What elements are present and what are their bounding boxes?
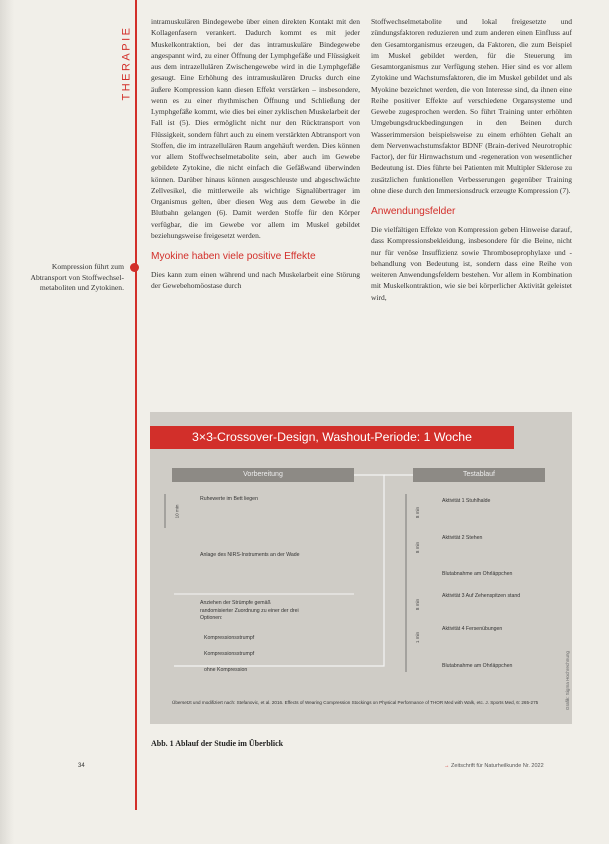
footer-arrow-icon: → [444,763,450,769]
figure-caption: Abb. 1 Ablauf der Studie im Überblick [151,739,284,748]
test-header: Testablauf [413,468,545,482]
margin-note: Kompression führt zum Abtransport von Stoffwechselmetaboliten und Zytokinen. [30,262,124,293]
blood-sample-1: Blutabnahme am Ohrläppchen [442,571,513,577]
nirs-step: Anlage des NIRS-Instruments an der Wade [200,552,300,558]
right-paragraph-1: Stoffwechselmetabolite und lokal freigesetzte und zündungsfaktoren reduzieren und zum anderen einen Einfluss auf den Gesamtorganismus erzeugen, da Faktoren, die zum Beispiel im Muskel gebildet werden, für die Steuerung im Gesamtorganismus zur Verfügung stehen. Hier sind es vor allem Zytokine und Wachstumsfaktoren, die im Muskel gebildet und als Myokine bezeichnet werden, die von Interesse sind, da ihnen eine Reihe positiver Effekte auf verschiedene Organsysteme und Gewebe zugesprochen werden. So führt Training unter erhöhten Umgebungsdruckbedingungen in den Beinen durch Wasserimmersion beispielsweise zu einem erhöhten Gehalt an dem Nervenwachstumsfaktor BDNF (Brain-derived Neurotrophic Factor), der für Hirnwachstum und -regeneration von wesentlicher Bedeutung ist. Dies führte bei Patienten mit Multipler Sklerose zu zusätzlichen funktionellen Verbesserungen gegenüber Training ohne diese durch den Immersionsdruck erzeugte Kompression (7). [371,17,572,195]
blood-sample-2: Blutabnahme am Ohrläppchen [442,663,513,669]
option-1: Kompressionsstrumpf [204,635,255,641]
activity-2: Aktivität 2 Stehen [442,535,483,541]
left-paragraph-1: intramuskulären Bindegewebe über einen direkten Kontakt mit den Kollagenfasern verankert. Dadurch kommt es mit jeder Muskelkontraktion, bei der das intramuskuläre Bindegewebe angespannt wird, zu einer Öffnung der Lymphgefäße und Flüssigkeit aus dem intrazellulären Zwischengewebe wird in die Lymphgefäße gesaugt. Eine Erhöhung des intramuskulären Drucks durch eine äußere Kompression kann diesen Effekt verstärken – insbesondere, wenn es zu einer rhythmischen Öffnung und Schließung der Lymphgefäße kommt, wie dies bei einer zyklischen Muskelarbeit der Fall ist (5). Dies ermöglicht nicht nur den Rücktransport von Flüssigkeit, sondern führt auch zu einem verstärkten Abtransport von Stoffen, die im intrazellulären Raum angehäuft werden. Dies können vor allem Stoffwechselmetabolite sein, aber auch im Gewebe gebildete Zytokine, die nicht einfach die Gefäßwand überwinden können. Darüber hinaus können ausgeschleuste und abgeschwächte Zellvesikel, die mittlerweile als wichtige Signalübertrager im Organismus gelten, über diesen Weg aus dem Gewebe in die Blutbahn gelangen (6). Damit werden Stoffe für den Körper verfügbar, die im Gewebe vor allem im Muskel gebildet beziehungsweise freigesetzt werden. [151,17,360,240]
figure-title: 3×3-Crossover-Design, Washout-Periode: 1 Woche [150,426,514,449]
rest-step: Ruhewerte im Bett liegen [200,496,258,502]
activity-1-duration: 8 min [415,506,421,518]
footer-issue: Nr. 2022 [522,763,544,769]
activity-3-duration: 8 min [415,598,421,610]
activity-4: Aktivität 4 Fersenübungen [442,626,503,632]
assignment-step: Anziehen der Strümpfe gemäß randomisierter Zuordnung zu einer der drei Optionen: [200,600,299,621]
activity-2-duration: 8 min [415,541,421,553]
right-paragraph-2: Die vielfältigen Effekte von Kompression geben Hinweise darauf, dass Kompressionsbekleidung, insbesondere für die Beine, nicht nur für venöse Insuffizienz sowie Thromboseprophylaxe und -behandlung von Bedeutung ist, sondern dass eine Reihe von weiteren Anwendungsfeldern bestehen. Vor allem in Kombination mit Muskelkontraktion, wie sie bei körperlicher Aktivität geleistet wird, [371,225,572,302]
activity-1: Aktivität 1 Stuhlhalde [442,498,491,504]
section-tag: THERAPIE [120,25,133,101]
section-heading-anwendungsfelder: Anwendungsfelder [371,206,456,217]
left-paragraph-2: Dies kann zum einen während und nach Muskelarbeit eine Störung der Gewebehomöostase durch [151,270,360,291]
figure-source-note: Übersetzt und modifiziert nach: Stefanovic, et al. 2016. Effects of Wearing Compression Stockings on Physical Performance of THOR Med with Walk, etc. J. Sports Med, 6: 265-275 [172,700,539,705]
activity-4-duration: 1 min [415,631,421,643]
footer-journal-name: Zeitschrift für Naturheilkunde [451,763,522,769]
rest-duration-label: 10 min [174,504,180,518]
page-number: 34 [78,763,85,769]
graphic-credit: Grafik: Sigma Hochrechnung [564,650,570,710]
option-3: ohne Kompression [204,667,248,673]
section-heading-myokine: Myokine haben viele positive Effekte [151,251,316,262]
option-2: Kompressionsstrumpf [204,651,255,657]
prep-header: Vorbereitung [172,468,354,482]
footer-journal [444,763,544,769]
activity-3: Aktivität 3 Auf Zehenspitzen stand [442,593,521,599]
